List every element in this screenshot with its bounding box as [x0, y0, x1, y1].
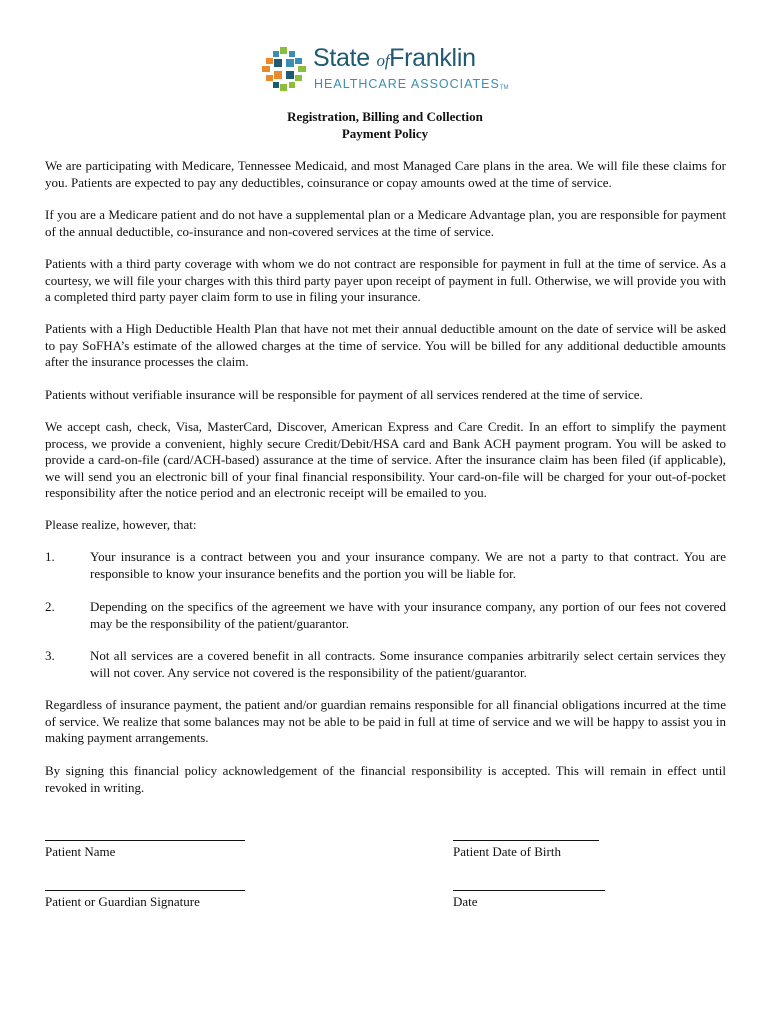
logo-trademark: TM	[499, 85, 509, 91]
paragraph-participation: We are participating with Medicare, Tennessee Medicaid, and most Managed Care plans in the area. We will file these claims for you. Patients are expected to pay any deductibles, coinsurance or copay amounts owed at the time of service.	[45, 158, 726, 190]
paragraph-uninsured: Patients without verifiable insurance will be responsible for payment of all services rendered at the time of service.	[45, 387, 643, 402]
logo-wordmark	[313, 44, 476, 73]
list-number: 3.	[45, 648, 55, 663]
patient-name-line[interactable]	[45, 840, 245, 841]
list-item: Depending on the specifics of the agreement we have with your insurance company, any portion of our fees not covered may be the responsibility of the patient/guarantor.	[90, 599, 726, 631]
paragraph-medicare: If you are a Medicare patient and do not have a supplemental plan or a Medicare Advantage plan, you are responsible for payment of the annual deductible, co-insurance and non-covered services at the time of service.	[45, 207, 726, 239]
logo-name-of: of	[376, 51, 390, 70]
date-label: Date	[453, 894, 478, 909]
company-logo	[261, 44, 521, 94]
paragraph-third-party: Patients with a third party coverage with whom we do not contract are responsible for payment in full at the time of service. As a courtesy, we will file your charges with this third party payer upon receipt of payment in full. Otherwise, we will provide you with a completed third party payer claim form to use in filing your insurance.	[45, 256, 726, 304]
paragraph-regardless: Regardless of insurance payment, the patient and/or guardian remains responsible for all financial obligations incurred at the time of service. We realize that some balances may not be able to be paid in full at time of service and we will be happy to assist you in making payment arrangements.	[45, 697, 726, 745]
document-title: Registration, Billing and Collection	[287, 109, 483, 124]
logo-subtitle-text: HEALTHCARE ASSOCIATES	[314, 77, 500, 91]
list-item: Not all services are a covered benefit in all contracts. Some insurance companies arbitrarily select certain services they will not cover. Any service not covered is the responsibility of the patient/guarantor.	[90, 648, 726, 680]
logo-name-state: State	[313, 44, 370, 72]
document-subtitle: Payment Policy	[341, 126, 429, 141]
guardian-signature-line[interactable]	[45, 890, 245, 891]
paragraph-high-deductible: Patients with a High Deductible Health Plan that have not met their annual deductible amount on the date of service will be asked to pay SoFHA’s estimate of the allowed charges at the time of service. You will be billed for any additional deductible amounts after the insurance processes the claim.	[45, 321, 726, 369]
patient-dob-line[interactable]	[453, 840, 599, 841]
patient-dob-label: Patient Date of Birth	[453, 844, 561, 859]
paragraph-payment-methods: We accept cash, check, Visa, MasterCard, Discover, American Express and Care Credit. In an effort to simplify the payment process, we provide a convenient, highly secure Credit/Debit/HSA card and Bank ACH payment program. You will be asked to provide a card-on-file (card/ACH-based) assurance at the time of service. After the insurance claim has been filed (if applicable), we will send you an electronic bill of your final financial responsibility. Your card-on-file will be charged for your out-of-pocket responsibility after the notice period and an electronic receipt will be emailed to you.	[45, 419, 726, 500]
list-number: 1.	[45, 549, 55, 564]
logo-name-franklin: Franklin	[389, 44, 476, 72]
guardian-signature-label: Patient or Guardian Signature	[45, 894, 200, 909]
date-line[interactable]	[453, 890, 605, 891]
list-item: Your insurance is a contract between you and your insurance company. We are not a party to that contract. You are responsible to know your insurance benefits and the portion you will be liable for.	[90, 549, 726, 581]
patient-name-label: Patient Name	[45, 844, 116, 859]
paragraph-acknowledgement: By signing this financial policy acknowledgement of the financial responsibility is accepted. This will remain in effect until revoked in writing.	[45, 763, 726, 795]
logo-subtitle	[314, 77, 509, 91]
list-number: 2.	[45, 599, 55, 614]
paragraph-please-realize: Please realize, however, that:	[45, 517, 197, 532]
flower-logo-icon	[261, 46, 307, 92]
